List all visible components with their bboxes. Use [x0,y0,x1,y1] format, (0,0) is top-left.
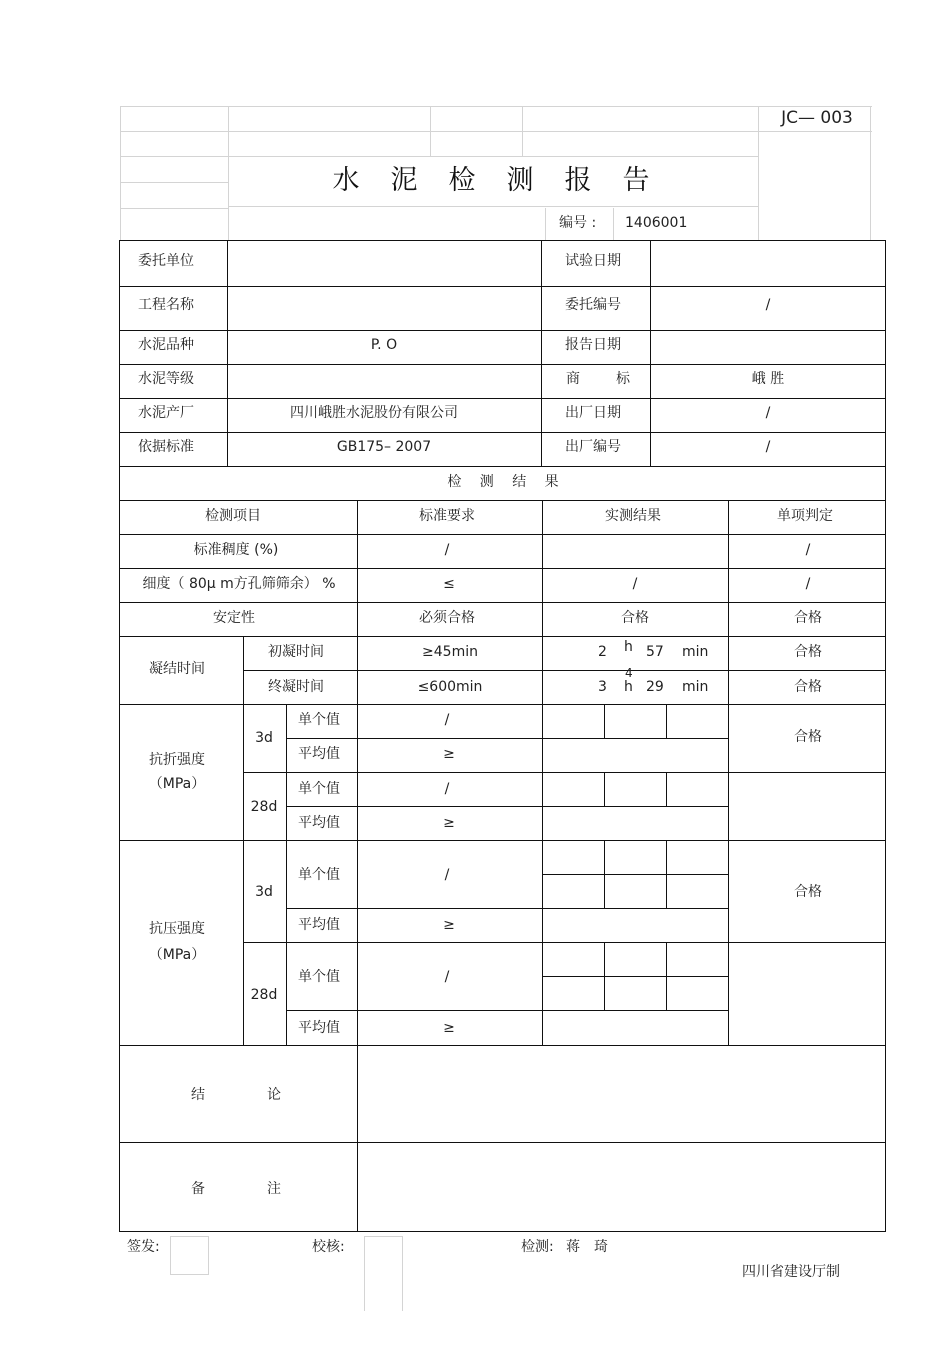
factory-value: 四川峨胜水泥股份有限公司 [290,405,458,421]
flexural-strength-label: 抗折强度 [149,752,205,768]
report-title-char: 测 [506,165,536,196]
setting-time-label: 凝结时间 [149,661,205,677]
fineness-measured: / [632,576,638,592]
initial-setting-minutes: 57 [646,644,664,660]
consistency-verdict: / [805,542,811,558]
factory-label: 水泥产厂 [138,405,194,421]
flexural-28d-single-requirement: / [444,781,450,797]
col-verdict-header: 单项判定 [777,508,833,524]
form-code: JC— 003 [781,108,853,128]
soundness-verdict: 合格 [794,610,822,626]
standard-label: 依据标准 [138,439,194,455]
flexural-strength-unit: （MPa） [148,776,206,792]
initial-setting-verdict: 合格 [794,644,822,660]
ex-factory-no-label: 出厂编号 [565,439,621,455]
issue-signature-box[interactable] [170,1236,209,1275]
brand-label: 标 [616,371,630,387]
col-item-header: 检测项目 [205,508,261,524]
initial-setting-label: 初凝时间 [268,644,324,660]
client-label: 委托单位 [138,253,194,269]
results-section-title: 检 测 结 果 [447,474,559,490]
compressive-28d-avg-label: 平均值 [298,1020,340,1036]
test-date-label: 试验日期 [565,253,621,269]
final-setting-hours-unit: h [624,679,633,695]
report-number-label: 编号 : [559,215,597,231]
grade-label: 水泥等级 [138,371,194,387]
commission-no-label: 委托编号 [565,297,621,313]
conclusion-label: 论 [267,1087,281,1103]
final-setting-minutes-unit: min [682,679,709,695]
flexural-28d-avg-requirement: ≥ [443,815,455,831]
project-label: 工程名称 [138,297,194,313]
compressive-3d-verdict: 合格 [794,884,822,900]
commission-no-value: / [765,297,771,313]
ex-factory-date-value: / [765,405,771,421]
compressive-3d-single-label: 单个值 [298,867,340,883]
soundness-requirement: 必须合格 [419,610,475,626]
compressive-3d-single-requirement: / [444,867,450,883]
report-number-value: 1406001 [625,215,688,231]
flexural-28d-single-label: 单个值 [298,781,340,797]
flexural-3d-single-label: 单个值 [298,712,340,728]
brand-label: 商 [566,371,580,387]
consistency-label: 标准稠度 (%) [193,542,279,558]
col-measured-header: 实测结果 [605,508,661,524]
flexural-3d-avg-label: 平均值 [298,746,340,762]
compressive-28d-single-requirement: / [444,969,450,985]
flexural-3d-single-requirement: / [444,712,450,728]
initial-setting-hours-unit: h [624,639,633,655]
compressive-3d-avg-label: 平均值 [298,917,340,933]
standard-value: GB175– 2007 [336,439,432,455]
report-title-char: 水 [332,165,362,196]
flexural-28d-age: 28d [250,799,278,815]
soundness-measured: 合格 [621,610,649,626]
fineness-requirement: ≤ [443,576,455,592]
final-setting-verdict: 合格 [794,679,822,695]
remarks-field[interactable] [358,1143,885,1231]
flexural-3d-age: 3d [255,730,273,746]
flexural-28d-avg-label: 平均值 [298,815,340,831]
fineness-label: 细度（ 80μ m方孔筛筛余） % [142,576,336,592]
compressive-28d-avg-requirement: ≥ [443,1020,455,1036]
issuer-organization: 四川省建设厅制 [742,1264,840,1280]
remarks-label: 注 [267,1181,281,1197]
report-title-char: 检 [448,165,478,196]
initial-setting-hours-note: 4 [625,666,633,680]
initial-setting-requirement: ≥45min [422,644,478,660]
brand-value: 峨 胜 [751,371,785,387]
report-title-char: 泥 [390,165,420,196]
conclusion-label: 结 [191,1087,205,1103]
initial-setting-hours: 2 [598,644,607,660]
compressive-28d-age: 28d [250,987,278,1003]
cement-type-value: P. O [370,337,398,353]
tester-name: 蒋 琦 [566,1239,608,1255]
ex-factory-no-value: / [765,439,771,455]
flexural-3d-verdict: 合格 [794,729,822,745]
review-label: 校核: [312,1239,345,1255]
compressive-strength-unit: （MPa） [148,947,206,963]
fineness-verdict: / [805,576,811,592]
soundness-label: 安定性 [213,610,255,626]
report-title-char: 报 [564,165,594,196]
final-setting-requirement: ≤600min [417,679,483,695]
compressive-strength-label: 抗压强度 [149,921,205,937]
final-setting-minutes: 29 [646,679,664,695]
cement-type-label: 水泥品种 [138,337,194,353]
issue-label: 签发: [127,1239,160,1255]
compressive-28d-single-label: 单个值 [298,969,340,985]
initial-setting-minutes-unit: min [682,644,709,660]
final-setting-hours: 3 [598,679,607,695]
review-signature-box[interactable] [364,1236,403,1311]
consistency-requirement: / [444,542,450,558]
conclusion-field[interactable] [358,1046,885,1142]
final-setting-label: 终凝时间 [268,679,324,695]
report-date-label: 报告日期 [565,337,621,353]
flexural-3d-avg-requirement: ≥ [443,746,455,762]
col-requirement-header: 标准要求 [419,508,475,524]
ex-factory-date-label: 出厂日期 [565,405,621,421]
tester-label: 检测: [521,1239,554,1255]
remarks-label: 备 [191,1181,205,1197]
report-title-char: 告 [622,165,652,196]
compressive-3d-avg-requirement: ≥ [443,917,455,933]
compressive-3d-age: 3d [255,884,273,900]
